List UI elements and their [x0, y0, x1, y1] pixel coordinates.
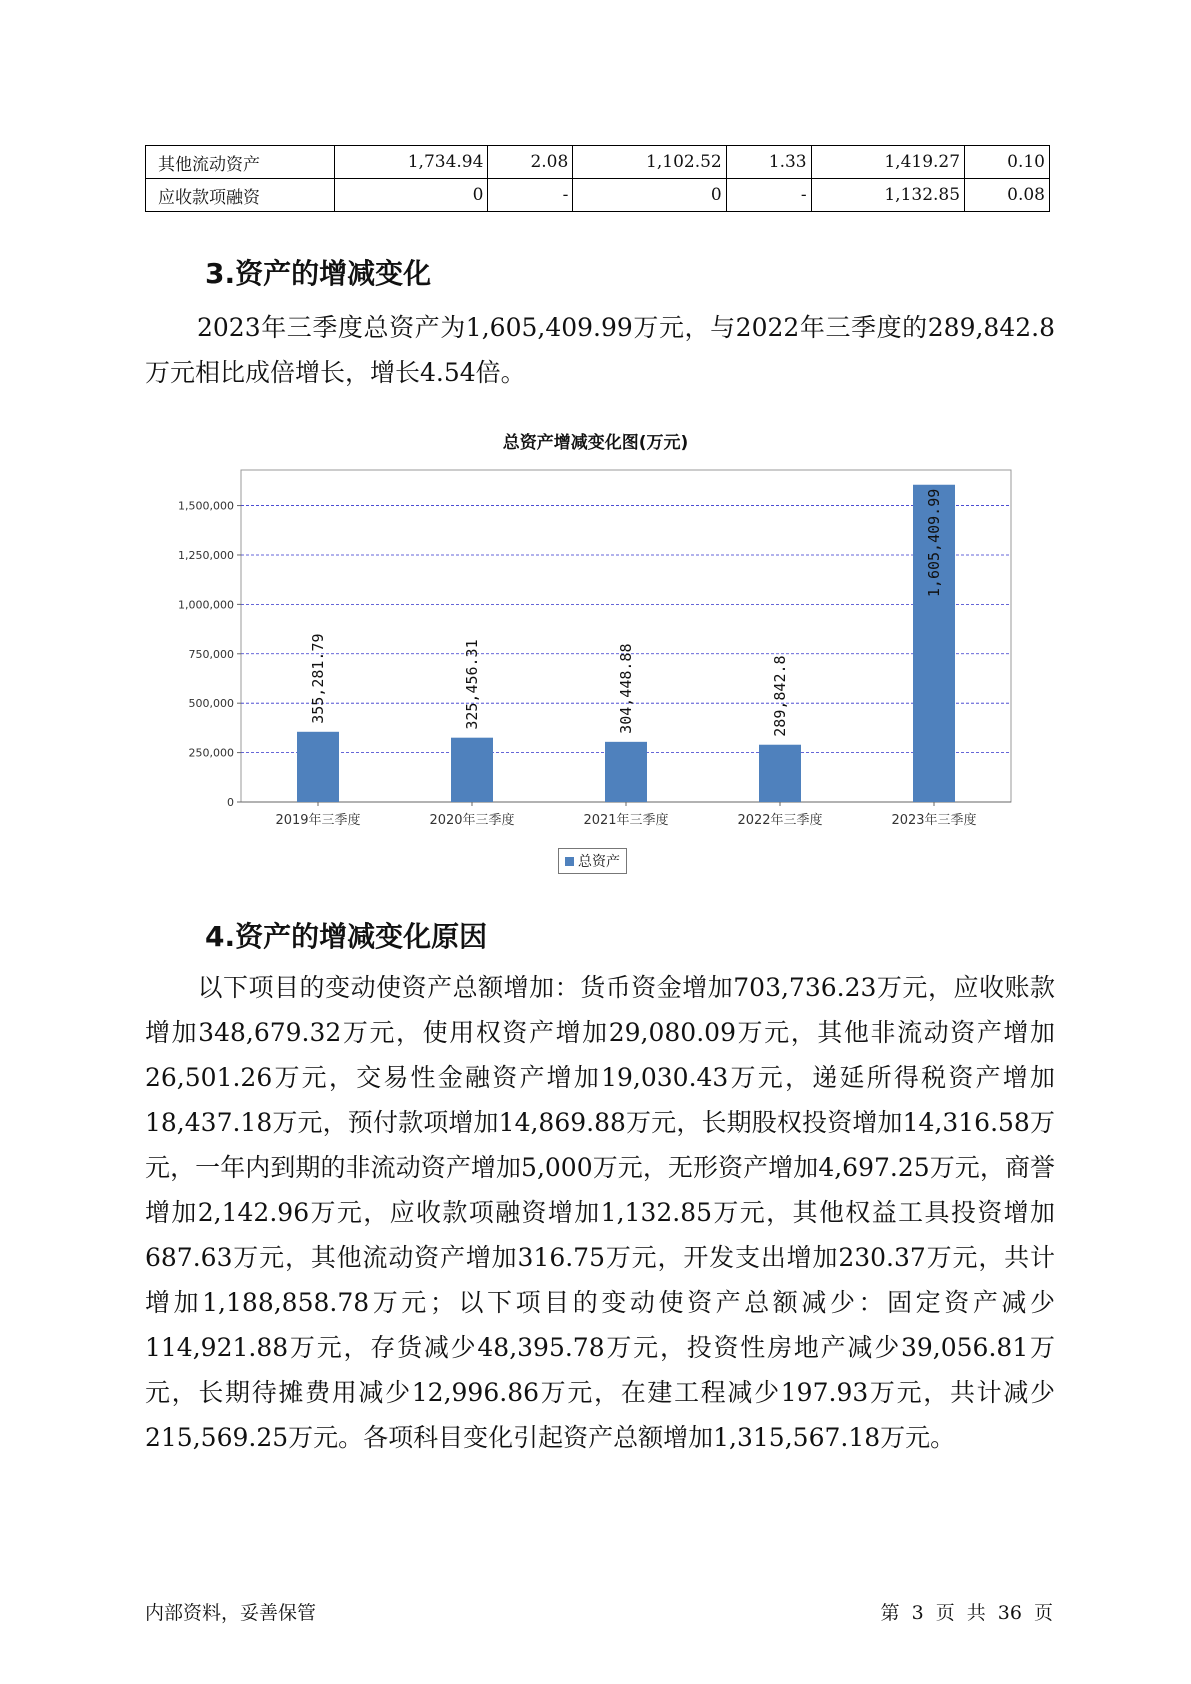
- section-heading: 4.资产的增减变化原因: [205, 920, 488, 953]
- table-cell: 2.08: [488, 146, 573, 179]
- footer-note: 内部资料，妥善保管: [145, 1602, 317, 1624]
- section-paragraph: [145, 305, 1055, 395]
- y-tick-label: 250,000: [188, 746, 234, 760]
- table-row: [146, 179, 1050, 212]
- bar-data-label: 325,456.31: [463, 639, 481, 730]
- x-tick-label: 2020年三季度: [429, 813, 515, 828]
- page-number: 第 3 页 共 36 页: [880, 1602, 1053, 1624]
- y-tick-label: 1,250,000: [178, 548, 234, 562]
- chart-title: 总资产增减变化图(万元): [502, 433, 689, 453]
- financial-table: [145, 145, 1050, 212]
- bar-data-label: 1,605,409.99: [925, 488, 943, 598]
- table-cell: 0: [573, 179, 726, 212]
- y-tick-label: 750,000: [188, 647, 234, 661]
- table-cell: 1,734.94: [335, 146, 488, 179]
- bar-data-label: 355,281.79: [309, 633, 327, 724]
- y-tick-label: 1,000,000: [178, 598, 234, 612]
- bar: [297, 732, 339, 802]
- x-tick-label: 2022年三季度: [737, 813, 823, 828]
- paragraph-text: 2023年三季度总资产为1,605,409.99万元，与2022年三季度的289,842.8万元相比成倍增长，增长4.54倍。: [145, 313, 1055, 387]
- table-cell: 1,102.52: [573, 146, 726, 179]
- bar: [451, 738, 493, 802]
- legend-label: 总资产: [578, 854, 620, 870]
- y-tick-label: 0: [227, 796, 234, 809]
- paragraph-text: 以下项目的变动使资产总额增加：货币资金增加703,736.23万元，应收账款增加348,679.32万元，使用权资产增加29,080.09万元，其他非流动资产增加26,501.26万元，交易性金融资产增加19,030.43万元，递延所得税资产增加18,437.18万元，预付款项增加14,869.88万元，长期股权投资增加14,316.58万元，一年内到期的非流动资产增加5,000万元，无形资产增加4,697.25万元，商誉增加2,142.96万元，应收款项融资增加1,132.85万元，其他权益工具投资增加687.63万元，其他流动资产增加316.75万元，开发支出增加230.37万元，共计增加1,188,858.78万元；以下项目的变动使资产总额减少：固定资产减少114,921.88万元，存货减少48,395.78万元，投资性房地产减少39,056.81万元，长期待摊费用减少12,996.86万元，在建工程减少197.93万元，共计减少215,569.25万元。各项科目变化引起资产总额增加1,315,567.18万元。: [145, 973, 1055, 1452]
- row-name: 应收款项融资: [146, 179, 335, 212]
- chart-legend: [558, 848, 627, 874]
- y-tick-label: 500,000: [188, 697, 234, 711]
- table-cell: 0.08: [965, 179, 1050, 212]
- x-tick-label: 2019年三季度: [275, 813, 361, 828]
- legend-swatch: [565, 857, 574, 866]
- bar: [759, 745, 801, 802]
- table-cell: 1,132.85: [811, 179, 964, 212]
- y-tick-label: 1,500,000: [178, 499, 234, 513]
- bar: [605, 742, 647, 802]
- table-row: [146, 146, 1050, 179]
- table-cell: 1,419.27: [811, 146, 964, 179]
- x-tick-label: 2021年三季度: [583, 813, 669, 828]
- bar-data-label: 289,842.8: [771, 655, 789, 737]
- table-cell: 0: [335, 179, 488, 212]
- section-heading: 3.资产的增减变化: [205, 257, 432, 290]
- table-cell: -: [488, 179, 573, 212]
- table-cell: 1.33: [726, 146, 811, 179]
- table-cell: -: [726, 179, 811, 212]
- bar-data-label: 304,448.88: [617, 643, 635, 734]
- bar-chart: [160, 460, 1030, 845]
- table-cell: 0.10: [965, 146, 1050, 179]
- row-name: 其他流动资产: [146, 146, 335, 179]
- section-paragraph: [145, 965, 1055, 1460]
- x-tick-label: 2023年三季度: [891, 813, 977, 828]
